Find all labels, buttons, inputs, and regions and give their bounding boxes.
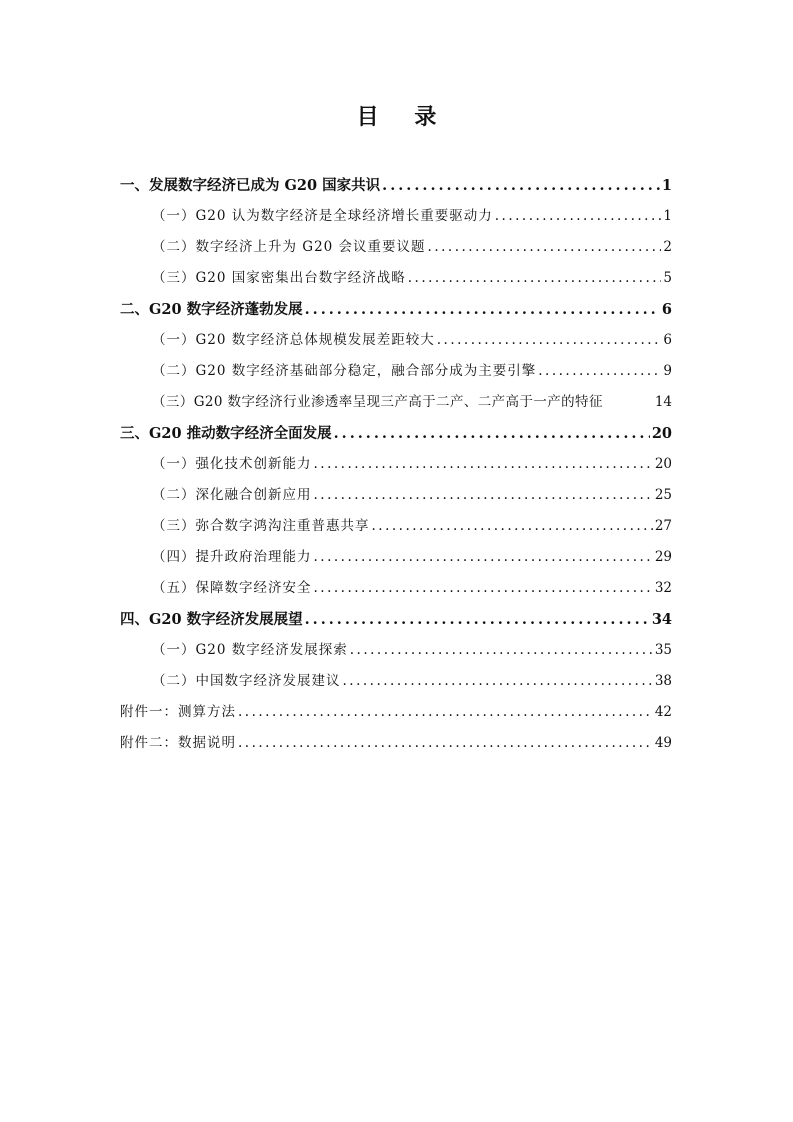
toc-leader-dots (305, 604, 650, 635)
toc-entry-text: （一）G20 数字经济总体规模发展差距较大 (152, 332, 435, 348)
toc-leader-dots (343, 666, 653, 697)
toc-leader-dots (495, 201, 662, 232)
toc-page-number: 9 (663, 363, 672, 379)
toc-entry-section-1-2[interactable] (120, 232, 672, 263)
toc-page-number: 20 (654, 456, 672, 472)
toc-page-number: 14 (654, 394, 672, 410)
toc-leader-dots (382, 170, 660, 201)
toc-entry-appendix-1[interactable] (120, 697, 672, 728)
toc-leader-dots (350, 635, 653, 666)
toc-entry-section-4-2[interactable] (120, 666, 672, 697)
toc-entry-text: 一、发展数字经济已成为 G20 国家共识 (120, 177, 381, 194)
toc-entry-section-3-5[interactable] (120, 573, 672, 604)
toc-entry-appendix-2[interactable] (120, 728, 672, 759)
toc-page-number: 49 (654, 735, 672, 751)
toc-leader-dots (408, 263, 662, 294)
toc-entry-section-4-1[interactable] (120, 635, 672, 666)
toc-entry-section-2-1[interactable] (120, 325, 672, 356)
toc-page-number: 29 (654, 549, 672, 565)
toc-entry-section-2-2[interactable] (120, 356, 672, 387)
toc-entry-text: （一）强化技术创新能力 (152, 456, 312, 472)
toc-page-number: 6 (663, 332, 672, 348)
toc-entry-text: （三）G20 数字经济行业渗透率呈现三产高于二产、二产高于一产的特征 (152, 394, 603, 410)
toc-entry-section-2[interactable] (120, 294, 672, 325)
toc-entry-section-3-4[interactable] (120, 542, 672, 573)
toc-entry-section-3-1[interactable] (120, 449, 672, 480)
toc-entry-text: （五）保障数字经济安全 (152, 580, 312, 596)
toc-entry-text: 四、G20 数字经济发展展望 (120, 611, 303, 628)
toc-page-number: 35 (654, 642, 672, 658)
toc-entry-text: （二）中国数字经济发展建议 (152, 673, 341, 689)
toc-entry-section-4[interactable] (120, 604, 672, 635)
toc-leader-dots (334, 418, 650, 449)
toc-leader-dots (238, 728, 653, 759)
toc-entry-text: 三、G20 推动数字经济全面发展 (120, 425, 332, 442)
toc-page-number: 42 (654, 704, 672, 720)
toc-entry-section-3[interactable] (120, 418, 672, 449)
toc-page-number: 2 (663, 239, 672, 255)
toc-leader-dots (437, 325, 662, 356)
toc-entry-text: （一）G20 认为数字经济是全球经济增长重要驱动力 (152, 208, 493, 224)
toc-page-number: 38 (654, 673, 672, 689)
toc-entry-text: （二）G20 数字经济基础部分稳定，融合部分成为主要引擎 (152, 363, 537, 379)
toc-page-number: 27 (654, 518, 672, 534)
toc-page-number: 6 (661, 301, 672, 318)
toc-page-number: 1 (663, 208, 672, 224)
page-title: 目 录 (356, 104, 451, 130)
toc-page-number: 34 (651, 611, 672, 628)
toc-leader-dots (314, 573, 653, 604)
toc-entry-section-3-3[interactable] (120, 511, 672, 542)
toc-leader-dots (538, 356, 661, 387)
toc-leader-dots (372, 511, 653, 542)
toc-leader-dots (314, 449, 653, 480)
toc-entry-text: 二、G20 数字经济蓬勃发展 (120, 301, 303, 318)
toc-leader-dots (238, 697, 653, 728)
toc-leader-dots (428, 232, 662, 263)
toc-entry-section-1[interactable] (120, 170, 672, 201)
toc-page-number: 5 (663, 270, 672, 286)
toc-page-number: 32 (654, 580, 672, 596)
toc-page-number: 20 (651, 425, 672, 442)
toc-leader-dots (314, 542, 653, 573)
toc-leader-dots (305, 294, 660, 325)
toc-entry-section-1-3[interactable] (120, 263, 672, 294)
toc-page-number: 25 (654, 487, 672, 503)
table-of-contents (120, 170, 672, 759)
toc-entry-text: （二）深化融合创新应用 (152, 487, 312, 503)
toc-entry-text: （三）弥合数字鸿沟注重普惠共享 (152, 518, 370, 534)
toc-entry-section-2-3[interactable] (120, 387, 672, 418)
toc-entry-text: （三）G20 国家密集出台数字经济战略 (152, 270, 406, 286)
toc-entry-text: 附件二：数据说明 (120, 735, 236, 751)
toc-entry-text: （一）G20 数字经济发展探索 (152, 642, 348, 658)
toc-entry-text: （四）提升政府治理能力 (152, 549, 312, 565)
toc-page-number: 1 (661, 177, 672, 194)
toc-entry-text: 附件一：测算方法 (120, 704, 236, 720)
toc-entry-section-3-2[interactable] (120, 480, 672, 511)
toc-entry-section-1-1[interactable] (120, 201, 672, 232)
toc-entry-text: （二）数字经济上升为 G20 会议重要议题 (152, 239, 426, 255)
toc-leader-dots (314, 480, 653, 511)
